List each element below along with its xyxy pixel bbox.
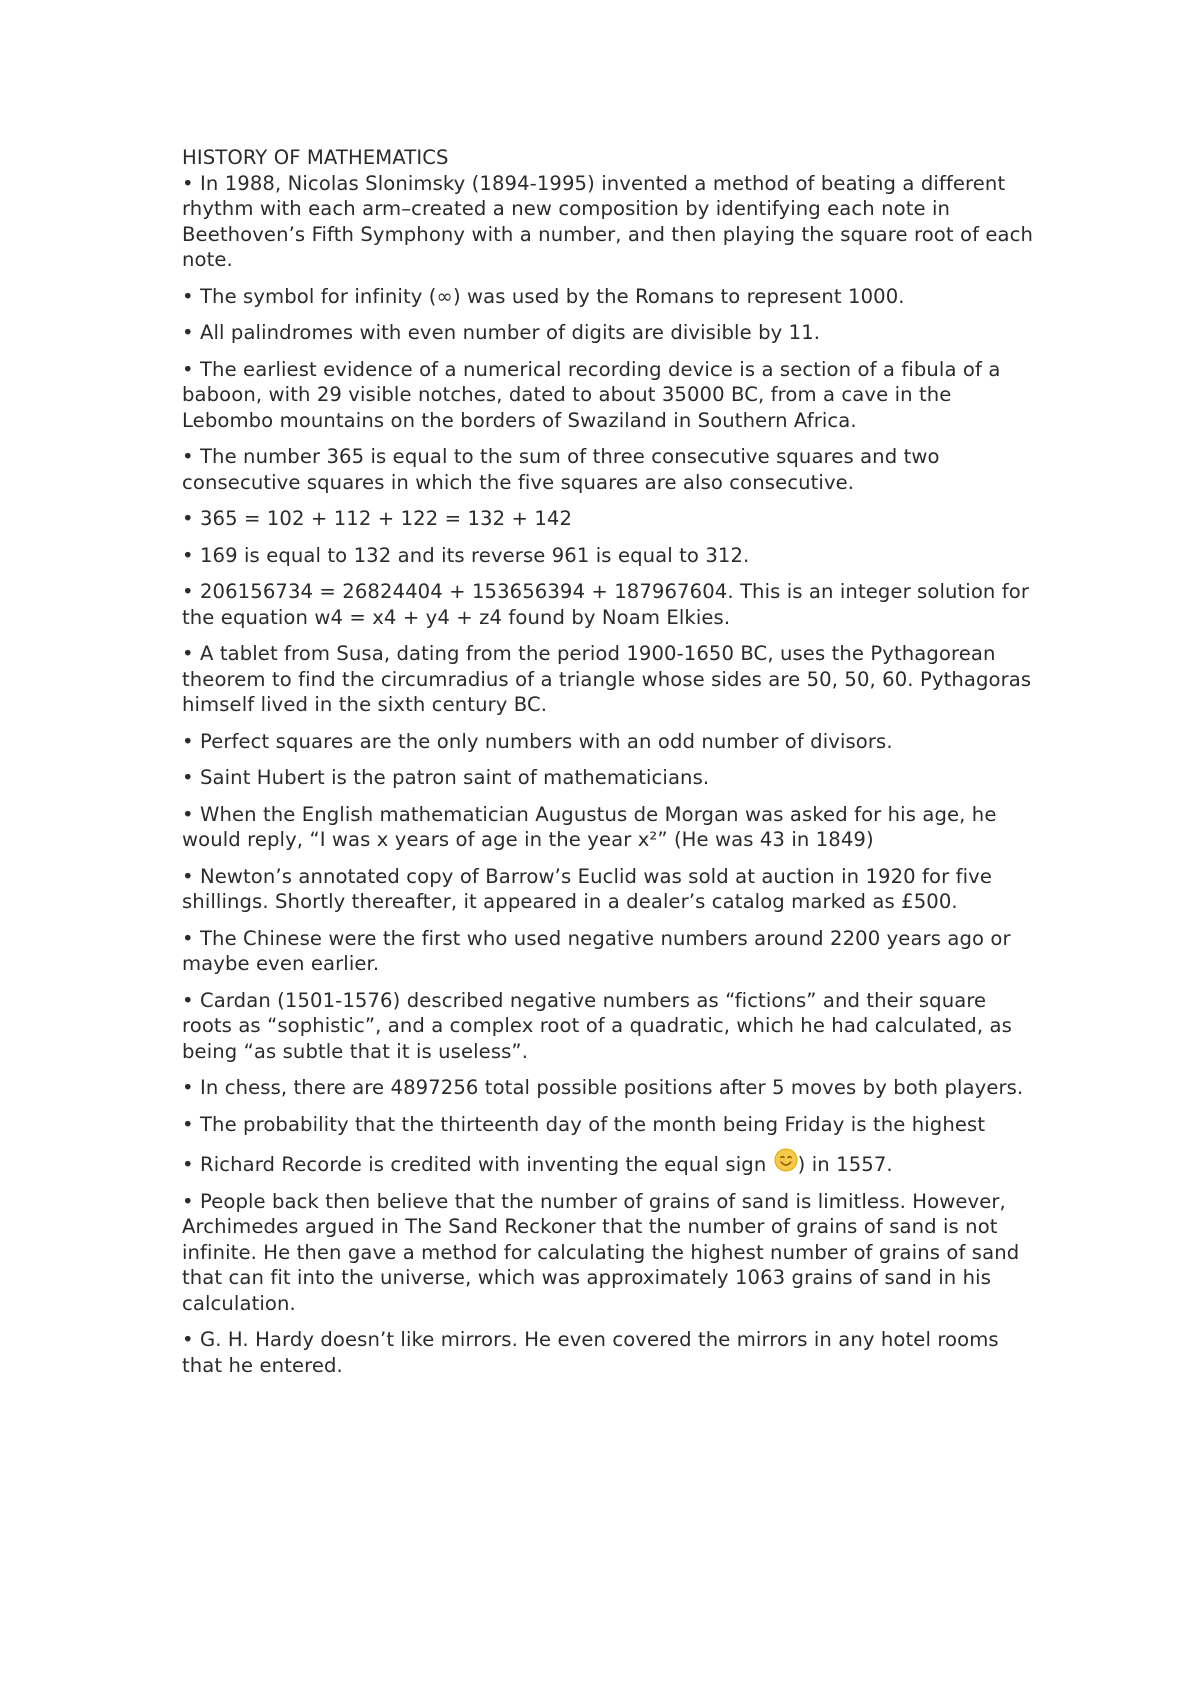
smiling-face-icon [774,1148,798,1172]
fact-item: • The number 365 is equal to the sum of three consecutive squares and two consecutive squares in which the five squares are also consecutive. [182,445,940,494]
fact-item: • The symbol for infinity (∞) was used by the Romans to represent 1000. [182,284,905,308]
fact-item: • Cardan (1501-1576) described negative numbers as “fictions” and their square roots as “sophistic”, and a complex root of a quadratic, which he had calculated, as being “as subtle that it is useless”. [182,988,1012,1063]
recorde-text-before: • Richard Recorde is credited with inventing the equal sign [182,1153,773,1176]
fact-item: • A tablet from Susa, dating from the period 1900-1650 BC, uses the Pythagorean theorem to find the circumradius of a triangle whose sides are 50, 50, 60. Pythagoras himself lived in the sixth century BC. [182,642,1032,716]
fact-item: • In 1988, Nicolas Slonimsky (1894-1995) invented a method of beating a different rhythm with each arm–created a new composition by identifying each note in Beethoven’s Fifth Symphony with a number, and then playing the square root of each note. [182,171,1034,271]
fact-item: • The probability that the thirteenth day of the month being Friday is the highest [182,1112,986,1136]
fact-item: • 206156734 = 26824404 + 153656394 + 187967604. This is an integer solution for the equation w4 = x4 + y4 + z4 found by Noam Elkies. [182,580,1030,629]
fact-item: • All palindromes with even number of digits are divisible by 11. [182,321,821,344]
fact-item: • 365 = 102 + 112 + 122 = 132 + 142 [182,507,573,530]
document-page [182,145,1042,1389]
fact-item: • Newton’s annotated copy of Barrow’s Euclid was sold at auction in 1920 for five shillings. Shortly thereafter, it appeared in a dealer’s catalog marked as £500. [182,864,993,913]
fact-item: • G. H. Hardy doesn’t like mirrors. He even covered the mirrors in any hotel rooms that he entered. [182,1328,999,1377]
fact-item: • Perfect squares are the only numbers with an odd number of divisors. [182,729,893,753]
fact-item-recorde [182,1148,1042,1178]
fact-item: • 169 is equal to 132 and its reverse 961 is equal to 312. [182,543,750,567]
fact-item: • The Chinese were the first who used negative numbers around 2200 years ago or maybe even earlier. [182,926,1011,975]
recorde-text-after: ) in 1557. [797,1153,893,1176]
document-title: HISTORY OF MATHEMATICS [182,146,449,169]
fact-list [182,171,1042,1379]
fact-item: • Saint Hubert is the patron saint of mathematicians. [182,766,710,789]
fact-item: • In chess, there are 4897256 total possible positions after 5 moves by both players. [182,1076,1024,1099]
fact-item: • The earliest evidence of a numerical recording device is a section of a fibula of a baboon, with 29 visible notches, dated to about 35000 BC, from a cave in the Lebombo mountains on the borders of Swaziland in Southern Africa. [182,357,1001,432]
fact-item: • When the English mathematician Augustus de Morgan was asked for his age, he would reply, “I was x years of age in the year x²” (He was 43 in 1849) [182,802,997,851]
fact-item: • People back then believe that the number of grains of sand is limitless. However, Archimedes argued in The Sand Reckoner that the number of grains of sand is not infinite. He then gave a method for calculating the highest number of grains of sand that can fit into the universe, which was approximately 1063 grains of sand in his calculation. [182,1189,1020,1315]
